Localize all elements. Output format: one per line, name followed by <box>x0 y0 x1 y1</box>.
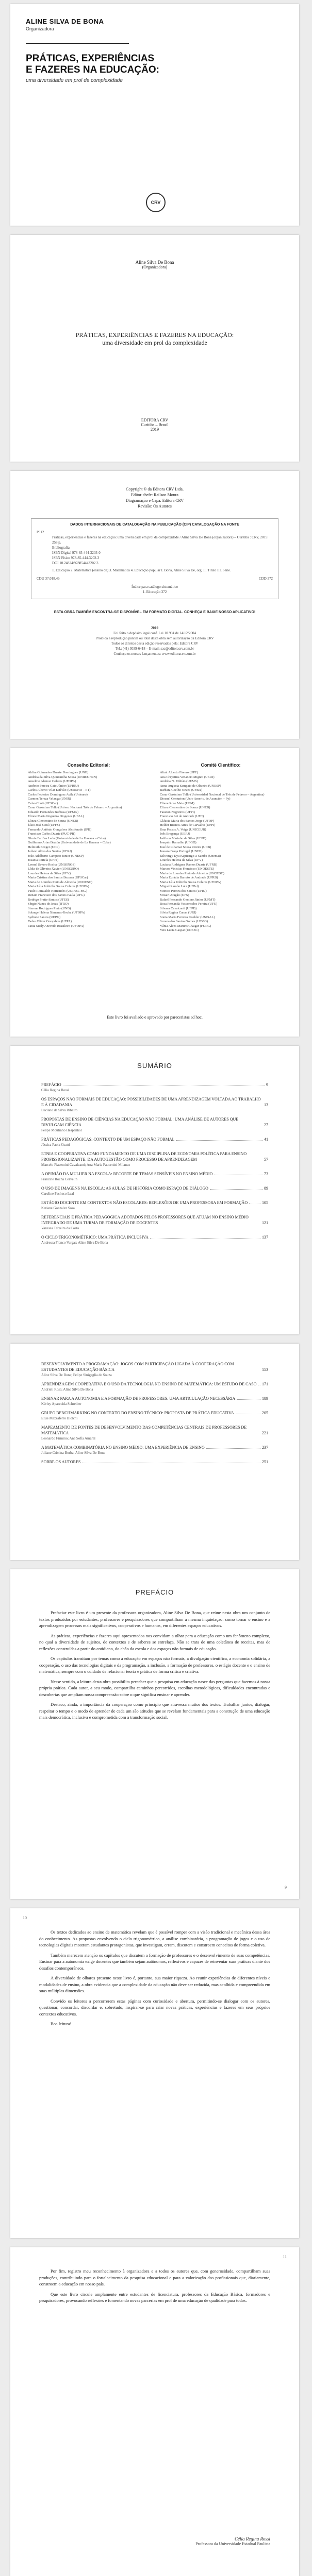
summary-entry[interactable] <box>41 1082 268 1093</box>
summary-entry-title: REFERENCIAIS E PRÁTICA PEDAGÓGICA ADOTADOS PELOS PROFESSORES QUE ATUAM NO ENSINO MÉDIO INTEGRADO DE UMA TURMA DE FORMAÇÃO DE DOCENTES <box>41 1215 249 1225</box>
preface-paragraph: Convido os leitores a percorrerem estas páginas com curiosidade e abertura, permitindo-se dialogar com os autores, questionar, concordar, discordar e, sobretudo, inspirar-se para criar novas práticas, experiências e fazeres em seus próprios contextos educativos. <box>39 1998 270 2016</box>
page-number: 9 <box>285 1885 287 1890</box>
council-member: Helder Buenos Aires de Carvalho (UFPI) <box>160 823 216 827</box>
preface-body <box>10 1609 299 1721</box>
council-member: Marcos Vinicius Francisco (UNOESTE) <box>160 867 215 871</box>
summary-entry-page: 171 <box>262 1382 268 1386</box>
council-member: Elizeu Clementino de Souza (UNEB) <box>160 806 210 809</box>
summary-entry[interactable] <box>41 1410 268 1421</box>
summary-entry-page: 89 <box>264 1186 268 1191</box>
summary-entry-authors: Luciano da Silva Ribeiro <box>41 1108 78 1112</box>
council-member: Rafael Fernando Gemino Júnior (UFMT) <box>160 897 216 902</box>
cover-title-line-1: PRÁTICAS, EXPERIÊNCIAS <box>26 53 155 64</box>
council-member: Gloria Fariñas León (Universidade de La Havana – Cuba) <box>28 836 106 840</box>
summary-entry-title: ETNIA E COOPERATIVA COMO FUNDAMENTO DE UMA DISCIPLINA DE ECONOMIA POLÍTICA PARA ENSINO PROFISSIONALIZANTE: DA AUTOGESTÃO COMO PROCESSO DE APRENDIZAGEM <box>41 1151 247 1162</box>
summary-entry-page: 57 <box>264 1157 268 1162</box>
summary-list <box>10 1344 299 1465</box>
council-member: Maria Eurácia Barreto de Andrade (UFRB) <box>160 876 218 879</box>
catalog-line: Práticas, experiências e fazeres na educação: uma diversidade em prol da complexidade / Aline Silva De Bona (organizadora) – Curitiba : CRV, 2019. <box>52 535 269 539</box>
council-member: Rosa Fernanda Vasconcelos Pereira (UFU) <box>160 902 218 906</box>
council-member: Jailson Alves dos Santos (UFRJ) <box>28 850 72 853</box>
summary-leader-dots <box>176 1140 262 1141</box>
council-left-heading: Conselho Editorial: <box>67 762 110 768</box>
summary-entry-page: 27 <box>264 1123 268 1127</box>
summary-entry-title: O CICLO TRIGONOMÉTRICO: UMA PRÁTICA INCLUSIVA <box>41 1235 149 1240</box>
catalog-line: 258 p. <box>52 540 61 545</box>
council-member: Tania Suely Azevedo Brasileiro (UFOPA) <box>28 924 85 928</box>
council-member: Cesar Gerónimo Tello (Universidad Nacional de Três de Febrero – Argentina) <box>160 792 265 796</box>
summary-leader-dots <box>210 1189 262 1190</box>
title-page-publisher: EDITORA CRV <box>141 418 169 422</box>
council-right-list <box>160 771 282 933</box>
summary-entry-authors: Katiane Gonzalez Sosa <box>41 1206 75 1210</box>
council-member: Rodrigo Pratte-Santos (UFES) <box>28 897 69 902</box>
title-page-city: Curitiba – Brasil <box>141 422 169 427</box>
summary-entry-title: ESTÁGIO DOCENTE EM CONTEXTOS NÃO ESCOLARES: REFLEXÕES DE UMA PROFESSORA EM FORMAÇÃO <box>41 1200 248 1205</box>
council-member: Lídia de Oliveira Xavier (UNIEURO) <box>28 867 79 871</box>
catalog-cdd: CDD 372 <box>258 577 273 581</box>
council-member: Vânia Alves Martins Chaigar (FURG) <box>160 924 211 928</box>
summary-page-1 <box>10 1046 299 1334</box>
council-member: Gláucia Maria dos Santos Jorge (UFOP) <box>160 819 215 823</box>
summary-entry[interactable] <box>41 1185 268 1196</box>
notice-line: Tel.: (41) 3039-6418 – E-mail: sac@editoracrv.com.br <box>115 647 194 651</box>
preface-paragraph: As práticas, experiências e fazeres aqui apresentados nos convidam a olhar para a educação como um fenômeno complexo, no qual a diversidade de sujeitos, de contextos e de saberes se entrelaça. Não se trata de uma coletânea de receitas, mas de reflexões construídas a partir do cotidiano, do chão da escola e dos espaços não formais de educação. <box>39 1633 270 1651</box>
council-member: Andréia da Silva Quintanilha Sousa (UNIR/UFRN) <box>28 775 97 779</box>
council-member: Leonel Severo Rocha (UNISINOS) <box>28 862 76 867</box>
cover-role: Organizadora <box>26 26 54 31</box>
copyright-page <box>10 471 299 739</box>
summary-leader-dots <box>206 1448 260 1449</box>
council-member: Cesar Gerónimo Tello (Univer. Nacional Três de Febrero – Argentina) <box>28 806 122 809</box>
preface-paragraph: Os capítulos transitam por temas como a educação em espaços não formais, a divulgação científica, a economia solidária, a cooperação, o uso das tecnologias digitais e da programação, a inclusão, a formação de professores, o estágio docente e o ensino de matemática, sempre com o cuidado de relacionar teoria e prática de forma crítica e criativa. <box>39 1656 270 1674</box>
council-member: Elione Maria Nogueira Diogenes (UFAL) <box>28 815 84 818</box>
council-member: Francisco Carlos Duarte (PUC-PR) <box>28 832 75 836</box>
council-member: Inês Bragança (UERJ) <box>160 832 190 836</box>
summary-entry-page: 121 <box>262 1221 268 1225</box>
council-left-list <box>28 771 150 928</box>
council-member: Helmuth Krüger (UCP) <box>28 845 60 849</box>
summary-entry[interactable] <box>41 1096 268 1113</box>
cover-title <box>26 53 284 76</box>
summary-entry-authors: Aline Silva De Bona; Felipe Sinigaglia de Souza <box>41 1373 112 1377</box>
summary-entry-page: 221 <box>262 1431 268 1435</box>
publisher-logo <box>146 193 166 212</box>
title-page <box>10 235 299 462</box>
preface-paragraph: Boa leitura! <box>51 2021 72 2026</box>
cover-subtitle: uma diversidade em prol da complexidade <box>26 78 123 83</box>
council-member: José de Ribamar Sousa Pereira (UCB) <box>160 845 211 849</box>
summary-entry-page: 13 <box>264 1103 268 1107</box>
summary-entry-title: O USO DE IMAGENS NA ESCOLA: AS AULAS DE HISTÓRIA COMO ESPAÇO DE DIÁLOGO <box>41 1186 208 1191</box>
council-member: Ana Chrystina Venancio Mignot (UERJ) <box>160 775 215 779</box>
catalog-line: Bibliografia <box>52 546 70 550</box>
summary-entry-authors: Célia Regina Rossi <box>41 1088 69 1092</box>
summary-entry-authors: Jéssica Paola Coatti <box>41 1143 70 1147</box>
page-number: 11 <box>283 2255 287 2259</box>
preface-paragraph: Nesse sentido, a leitura desta obra possibilita perceber que a pesquisa em educação nasce das perguntas que fazemos à nossa própria prática. Cada autor, a seu modo, compartilha caminhos percorridos, escolhas metodológicas, dificuldades encontradas e descobertas que ampliam nossa compreensão sobre o que significa ensinar e aprender. <box>39 1679 270 1697</box>
summary-entry-title: A MATEMÁTICA COMBINATÓRIA NO ENSINO MÉDIO: UMA EXPERIÊNCIA DE ENSINO <box>41 1445 205 1450</box>
summary-entry-title: A OPINIÃO DA MULHER NA ESCOLA: RECORTE DE TEMAS SENSÍVEIS NO ENSINO MÉDIO <box>41 1172 213 1176</box>
summary-entry-page: 251 <box>262 1460 268 1464</box>
council-member: Jussara Fraga Portugal (UNEB) <box>160 850 203 853</box>
summary-entry-title: OS ESPAÇOS NÃO FORMAIS DE EDUCAÇÃO: POSSIBILIDADES DE UMA APRENDIZAGEM VOLTADA AO TRABALHO E À CIDADANIA <box>41 1097 261 1107</box>
cover-title-line-2: E FAZERES NA EDUCAÇÃO: <box>26 64 159 75</box>
summary-entry[interactable] <box>41 1234 268 1245</box>
summary-entry[interactable] <box>41 1200 268 1211</box>
summary-heading: SUMÁRIO <box>137 1062 172 1070</box>
preface-paragraph: Prefaciar este livro é um presente da professora organizadora, Aline Silva De Bona, que reúne nesta obra um conjunto de textos produzidos por estudantes, professores e pesquisadores que compartilham a mesma inquietação: como tornar o ensino e a aprendizagem processos mais significativos, cooperativos e humanos, em diferentes espaços educativos. <box>39 1610 270 1628</box>
summary-entry-page: 9 <box>266 1082 268 1087</box>
summary-entry-title: APRENDIZAGEM COOPERATIVA E O USO DA TECNOLOGIA NO ENSINO DE MATEMÁTICA: UM ESTUDO DE CASO <box>41 1382 257 1386</box>
summary-entry-page: 105 <box>262 1200 268 1205</box>
copyright-line-2: Editor-chefe: Railson Moura <box>131 493 178 497</box>
council-member: Anselmo Alencar Colares (UFOPA) <box>28 779 76 783</box>
title-page-title: PRÁTICAS, EXPERIÊNCIAS E FAZERES NA EDUCAÇÃO: uma diversidade em prol da complexidade <box>75 331 234 346</box>
council-member: Anna Augusta Sampaio de Oliveira (UNESP) <box>160 784 221 788</box>
preface-paragraph: Por fim, registro meu reconhecimento à organizadora e a todos os autores que, com generosidade, compartilham suas produções, contribuindo para o fortalecimento da pesquisa educacional e para a valorização dos profissionais que, diariamente, constroem a educação em nosso país. <box>39 2268 270 2286</box>
council-member: Jadilson Marinho da Silva (UFPE) <box>160 836 206 840</box>
council-member: Sonia Maria Ferreira Koehler (UNISAL) <box>160 915 215 919</box>
summary-leader-dots <box>150 1238 260 1239</box>
council-member: Francisco Ari de Andrade (UFC) <box>160 815 204 818</box>
council-member: Miguel Ramón Lutz (UFPel) <box>160 885 199 888</box>
summary-entry[interactable] <box>41 1171 268 1182</box>
council-member: Ilma Passos A. Veiga (UNICEUB) <box>160 827 206 832</box>
catalog-cdu: CDU 37.018.46 <box>37 577 60 581</box>
catalog-heading: DADOS INTERNACIONAIS DE CATALOGAÇÃO NA PUBLICAÇÃO (CIP) CATALOGAÇÃO NA FONTE <box>70 523 239 527</box>
council-member: Antônio Pereira Gaio Júnior (UFRRJ) <box>28 784 79 788</box>
council-member: Diosnel Centurion (Univ Americ. de Asunción – Py) <box>160 797 231 801</box>
summary-entry-authors: Felipe Moutinho Hespanhol <box>41 1128 82 1132</box>
summary-entry-authors: Francine Rocha Cervelin <box>41 1177 77 1181</box>
summary-entry[interactable] <box>41 1137 268 1147</box>
council-member: Guillermo Arias Beatón (Universidade de La Havana – Cuba) <box>28 841 111 844</box>
summary-page-2 <box>10 1344 299 1560</box>
council-member: Lourdes Helena da Silva (UFV) <box>28 871 71 875</box>
summary-entry-page: 237 <box>262 1445 268 1450</box>
summary-entry-title: SOBRE OS AUTORES <box>41 1460 81 1464</box>
preface-body <box>10 1908 299 2027</box>
catalog-line: P912 <box>37 530 44 534</box>
summary-entry[interactable] <box>41 1425 268 1441</box>
catalog-line: DOI 10.24824/978854443202.3 <box>52 561 98 565</box>
council-member: Luciana Rodrigues Ramos Duarte (UFRB) <box>160 862 218 867</box>
council-member: Carmen Tereza Velanga (UNIR) <box>28 797 71 801</box>
council-member: Tadeu Oliver Gonçalves (UFPA) <box>28 920 72 923</box>
preface-page-2 <box>10 1908 299 2238</box>
catalog-line: ISBN Digital 978-85-444-3203-0 <box>52 551 101 555</box>
summary-list <box>10 1082 299 1245</box>
digital-deposit-note: ESTA OBRA TAMBÉM ENCONTRA-SE DISPONÍVEL EM FORMATO DIGITAL. CONHEÇA E BAIXE NOSSO APLICATIVO! <box>54 611 256 614</box>
summary-entry-page: 73 <box>264 1172 268 1176</box>
page-number: 10 <box>23 1916 27 1920</box>
council-member: Sérgio Nunes de Jesus (IFRO) <box>28 902 69 906</box>
council-member: Vera Lucia Gaspar (UDESC) <box>160 928 199 932</box>
council-member: Mosart Aragão (UFS) <box>160 893 189 897</box>
council-member: Maria Lília Imbiriba Sousa Colares (UFOPA) <box>160 880 221 884</box>
cover-page <box>10 4 299 226</box>
council-member: Eduardo Fernandes Barbosa (UFMG) <box>28 810 79 814</box>
cover-divider <box>26 43 129 44</box>
preface-paragraph: A diversidade de olhares presente neste livro é, portanto, sua maior riqueza. Ao reunir experiências de diferentes níveis e modalidades de ensino, a obra evidencia que a complexidade da educação não deve ser reduzida, mas acolhida e compreendida em suas múltiplas dimensões. <box>39 1975 270 1993</box>
council-member: Paulo Romualdo Hernandes (UNIFAL-MG) <box>28 889 87 893</box>
notice-line: Proibida a reprodução parcial ou total desta obra sem autorização da Editora CRV <box>95 636 214 640</box>
catalog-index-heading: Índice para catálogo sistemático <box>132 585 178 589</box>
notice-line: Conheça os nossos lançamentos: www.editoracrv.com.br <box>113 652 196 656</box>
summary-entry[interactable] <box>41 1396 268 1406</box>
council-right-heading: Comitê Científico: <box>201 762 241 768</box>
council-member: Maria Cristina dos Santos Bezerra (UFSCar) <box>28 876 88 879</box>
council-member: Joaquim Ramalho (UFGD) <box>160 841 196 844</box>
summary-entry-authors: Andressa Franco Vargas; Aline Silva De Bona <box>41 1241 108 1245</box>
catalog-card <box>31 518 278 599</box>
notice-line: 2019 <box>151 626 158 630</box>
summary-entry-authors: Juliane Cristina Borba; Aline Silva De Bona <box>41 1451 106 1455</box>
summary-entry-authors: Leonardo Firmino; Ana Sofia Amaral <box>41 1436 95 1440</box>
summary-entry[interactable] <box>41 1214 268 1231</box>
summary-entry[interactable] <box>41 1116 268 1133</box>
summary-entry[interactable] <box>41 1459 268 1465</box>
summary-entry-title: PREFÁCIO <box>41 1082 61 1087</box>
council-left-column <box>28 762 150 933</box>
council-member: Silvana Cavalcanti (UFPB) <box>160 906 197 910</box>
summary-entry-authors: Kérley Aparecida Schreiber <box>41 1402 81 1406</box>
council-member: Eliane Rose Maio (UEM) <box>160 801 194 805</box>
catalog-line: ISBN Físico 978-85-444-3202-3 <box>52 556 100 560</box>
catalog-index-line: 1. Educação 372 <box>142 590 167 594</box>
summary-entry-page: 189 <box>262 1396 268 1401</box>
council-member: Maria de Lourdes Pinto de Almeida (UNOESC) <box>28 880 92 884</box>
summary-entry-authors: Marcelo Piacentini Cavalcanti; Ana Maria Faucenini Milanez <box>41 1163 130 1167</box>
council-member: Aldira Guimarães Duarte Domínguez (UNB) <box>28 771 89 774</box>
title-page-year: 2019 <box>151 427 159 432</box>
preface-body <box>10 2247 299 2304</box>
council-member: João Adalberto Campato Junior (UNESP) <box>28 854 84 858</box>
council-member: Sydione Santos (UEPG) <box>28 915 61 919</box>
council-member: Fauston Negreiros (UFPI) <box>160 810 195 814</box>
summary-entry-page: 137 <box>262 1235 268 1240</box>
preface-heading: PREFÁCIO <box>135 1588 174 1596</box>
council-member: Josania Portela (UFPI) <box>28 858 59 862</box>
council-member: Altair Alberto Fávero (UPF) <box>160 771 198 774</box>
summary-entry-title: ENSINAR PARA A AUTONOMIA E A FORMAÇÃO DE PROFESSORES: UMA ARTICULAÇÃO NECESSÁRIA <box>41 1396 236 1401</box>
preface-signature-affiliation: Professora da Universidade Estadual Paulista <box>195 2541 270 2546</box>
council-member: Elizeu Clementino de Souza (UNEB) <box>28 819 78 823</box>
council-member: Maria de Lourdes Pinto de Almeida (UNOESC) <box>160 871 224 875</box>
preface-paragraph: Os textos dedicados ao ensino de matemática revelam que é possível romper com a visão tradicional e mecânica dessa área do conhecimento. As propostas envolvendo o ciclo trigonométrico, a análise combinatória, a programação de jogos e o uso de tecnologias digitais mostram estudantes protagonistas, que investigam, erram, discutem e constroem conceitos de forma coletiva. <box>39 1929 270 1947</box>
preface-paragraph: Também merecem atenção os capítulos que discutem a formação de professores e o desenvolvimento de suas competências. Ensinar para a autonomia exige docentes que também sejam autônomos, reflexivos e capazes de reinventar suas práticas diante dos desafios contemporâneos. <box>39 1952 270 1971</box>
council-member: Carlos Federico Dominguez Avila (Unieuro) <box>28 792 88 796</box>
council-member: Monica Pereira dos Santos (UFRJ) <box>160 889 207 893</box>
summary-entry-page: 205 <box>262 1411 268 1415</box>
council-member: Lourdes Helena da Silva (UFV) <box>160 858 203 862</box>
council-member: Kilwangy Kya Kapitango-a-Samba (Unemat) <box>160 854 221 858</box>
summary-entry[interactable] <box>41 1381 268 1392</box>
summary-entry-authors: Caroline Pacheco Leal <box>41 1192 74 1196</box>
council-member: Andréia N. Militão (UEMS) <box>160 779 198 783</box>
preface-signature-name: Célia Regina Rossi <box>235 2536 270 2541</box>
copyright-line-4: Revisão: Os Autores <box>138 504 172 509</box>
council-member: Carlos Alberto Vilar Estêvão (UMINHO – PT) <box>28 788 91 792</box>
summary-entry-title: PRÁTICAS PEDAGÓGICAS: CONTEXTO DE UM ESPAÇO NÃO FORMAL <box>41 1137 175 1142</box>
summary-entry-title: DESENVOLVIMENTO A PROGRAMAÇÃO: JOGOS COM PARTICIPAÇÃO LIGADA À COOPERAÇÃO COM ESTUDANTES DE EDUCAÇÃO BÁSICA <box>41 1362 234 1372</box>
title-page-role: (Organizadora) <box>142 265 168 269</box>
council-member: Barbara Coelho Neves (UFBA) <box>160 788 203 792</box>
notice-line: Foi feito o depósito legal conf. Lei 10.994 de 14/12/2004 <box>113 631 196 635</box>
summary-entry-authors: Andrieli Rosa; Aline Silva De Bona <box>41 1387 93 1392</box>
publisher-logo-text: CRV <box>151 200 161 205</box>
council-member: Maria Lília Imbiriba Sousa Colares (UFOPA) <box>28 885 89 888</box>
council-right-column <box>160 762 282 933</box>
council-page <box>10 748 299 1037</box>
summary-leader-dots <box>237 1399 260 1400</box>
council-member: Élsio José Corá (UFFS) <box>28 823 60 827</box>
council-member: Suzana dos Santos Gomes (UFMG) <box>160 920 208 923</box>
summary-entry-title: GRUPO BENCHMARKING NO CONTEXTO DO ENSINO TÉCNICO: PROPOSTA DE PRÁTICA EDUCATIVA <box>41 1411 234 1415</box>
copyright-line-1: Copyright © da Editora CRV Ltda. <box>126 487 184 492</box>
summary-entry-title: MAPEAMENTO DE FONTES DE DESENVOLVIMENTO DAS COMPETÊNCIAS CENTRAIS DE PROFESSORES DE MATEMÁTICA <box>41 1425 247 1435</box>
title-page-author: Aline Silva De Bona <box>135 260 174 265</box>
preface-paragraph: Que este livro circule amplamente entre estudantes de licenciatura, professores da Educação Básica, formadores e pesquisadores, provocando reflexões e fomentando novas parcerias em prol de uma educação de qualidade para todos. <box>39 2291 270 2303</box>
council-member: Simone Rodrigues Pinto (UNB) <box>28 906 71 910</box>
preface-paragraph: Destaco, ainda, a importância da cooperação como princípio que atravessa muitos dos textos. Trabalhar juntos, dialogar, respeitar o tempo e o modo de aprender de cada um são atitudes que se revelam fundamentais para a construção de uma educação mais democrática, inclusiva e comprometida com a transformação social. <box>39 1702 270 1720</box>
council-member: Celso Conti (UFSCar) <box>28 801 58 805</box>
council-member: Solange Helena Ximenes-Rocha (UFOPA) <box>28 911 86 914</box>
preface-page-3 <box>10 2247 299 2576</box>
council-member: Fernando Antônio Gonçalves Alcoforado (IPB) <box>28 827 92 832</box>
notice-line: Todos os direitos desta edição reservados pela: Editora CRV <box>111 641 199 646</box>
summary-entry-authors: Vanessa Teixeira da Costa <box>41 1226 79 1230</box>
council-member: Renato Francisco dos Santos Paula (UFG) <box>28 893 85 897</box>
summary-entry[interactable] <box>41 1151 268 1167</box>
summary-entry-authors: Elise Mazzaferro Biolchi <box>41 1416 78 1420</box>
summary-entry-page: 41 <box>264 1137 268 1142</box>
summary-entry-page: 153 <box>262 1367 268 1372</box>
preface-page-1 <box>10 1569 299 1899</box>
council-member: Silvia Regina Canan (URI) <box>160 911 196 914</box>
cover-author: ALINE SILVA DE BONA <box>26 18 104 25</box>
summary-entry[interactable] <box>41 1445 268 1455</box>
copyright-line-3: Diagramação e Capa: Editora CRV <box>125 498 184 503</box>
summary-entry-title: PROPOSTAS DE ENSINO DE CIÊNCIAS NA EDUCAÇÃO NÃO FORMAL: UMA ANÁLISE DE AUTORES QUE DIVULGAM CIÊNCIA <box>41 1117 239 1127</box>
catalog-line: 1. Educação 2. Matemática (ensino de) 3. Matemática 4. Educação popular I. Bona, Aline Silva De, org. II. Título III. Série. <box>52 568 231 572</box>
summary-entry[interactable] <box>41 1361 268 1378</box>
council-footer: Este livro foi avaliado e aprovado por pareceristas ad hoc. <box>107 1015 203 1020</box>
